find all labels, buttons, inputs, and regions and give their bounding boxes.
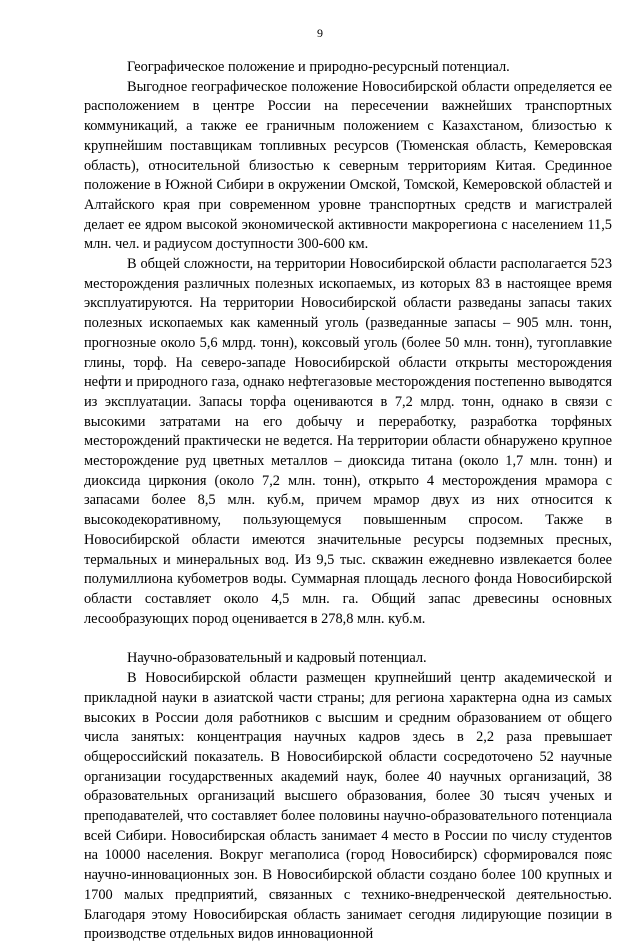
paragraph-science-education: В Новосибирской области размещен крупнейший центр академической и прикладной науки в азиатской части страны; для региона характерна одна из самых высоких в России доля работников с высшим и средним образованием от общего числа занятых: концентрация научных кадров здесь в 2,2 раза превышает общероссийский показатель. В Новосибирской области сосредоточено 52 научные организации государственных академий наук, более 40 научных организаций, 38 образовательных организаций высшего образования, более 30 тысяч ученых и преподавателей, что составляет более половины научно-образовательного потенциала всей Сибири. Новосибирская область занимает 4 место в России по числу студентов на 10000 населения. Вокруг мегаполиса (город Новосибирск) сформировался пояс научно-инновационных зон. В Новосибирской области создано более 100 крупных и 1700 малых предприятий, связанных с технико-внедренческой деятельностью. Благодаря этому Новосибирская область занимает сегодня лидирующие позиции в производстве отдельных видов инновационной bbox=[84, 670, 612, 943]
paragraph-geographic-position: Выгодное географическое положение Новосибирской области определяется ее расположением в центре России на пересечении важнейших транспортных коммуникаций, а также ее граничным положением с Казахстаном, близостью к крупнейшим поставщикам топливных ресурсов (Тюменская область, Кемеровская область), относительной близостью к северным территориям Китая. Срединное положение в Южной Сибири в окружении Омской, Томской, Кемеровской областей и Алтайского края при современном уровне транспортных средств и магистралей делает ее ядром высокой экономической активности макрорегиона с населением 11,5 млн. чел. и радиусом доступности 300-600 км. bbox=[84, 78, 612, 253]
paragraph-natural-resources: В общей сложности, на территории Новосибирской области располагается 523 месторождения различных полезных ископаемых, из которых 83 в настоящее время эксплуатируются. На территории Новосибирской области разведаны запасы таких полезных ископаемых как каменный уголь (разведанные запасы – 905 млн. тонн, прогнозные около 5,6 млрд. тонн), коксовый уголь (более 50 млн. тонн), тугоплавкие глины, торф. На северо-западе Новосибирской области открыты месторождения нефти и природного газа, однако нефтегазовые месторождения постепенно выводятся из эксплуатации. Запасы торфа оцениваются в 7,2 млрд. тонн, однако в связи с высокими затратами на его добычу и переработку, разработка торфяных месторождений практически не ведется. На территории области обнаружено крупное месторождение руд цветных металлов – диоксида титана (около 1,7 млн. тонн) и диоксида циркония (около 7,2 млн. тонн), открыто 4 месторождения мрамора с запасами более 8,5 млн. куб.м, причем мрамор двух из них относится к высокодекоративному, пользующемуся повышенным спросом. Также в Новосибирской области имеются значительные ресурсы подземных пресных, термальных и минеральных вод. Из 9,5 тыс. скважин ежедневно извлекается более полумиллиона кубометров воды. Суммарная площадь лесного фонда Новосибирской области составляет около 4,5 млн. га. Общий запас древесины основных лесообразующих пород оценивается в 278,8 млн. куб.м. bbox=[84, 256, 612, 627]
section-heading-science-education: Научно-образовательный и кадровый потенциал. bbox=[127, 650, 427, 667]
section-heading-geography: Географическое положение и природно-ресурсный потенциал. bbox=[127, 59, 510, 75]
document-body bbox=[84, 58, 612, 945]
page-number: 9 bbox=[317, 26, 323, 40]
section-spacer bbox=[84, 629, 612, 649]
